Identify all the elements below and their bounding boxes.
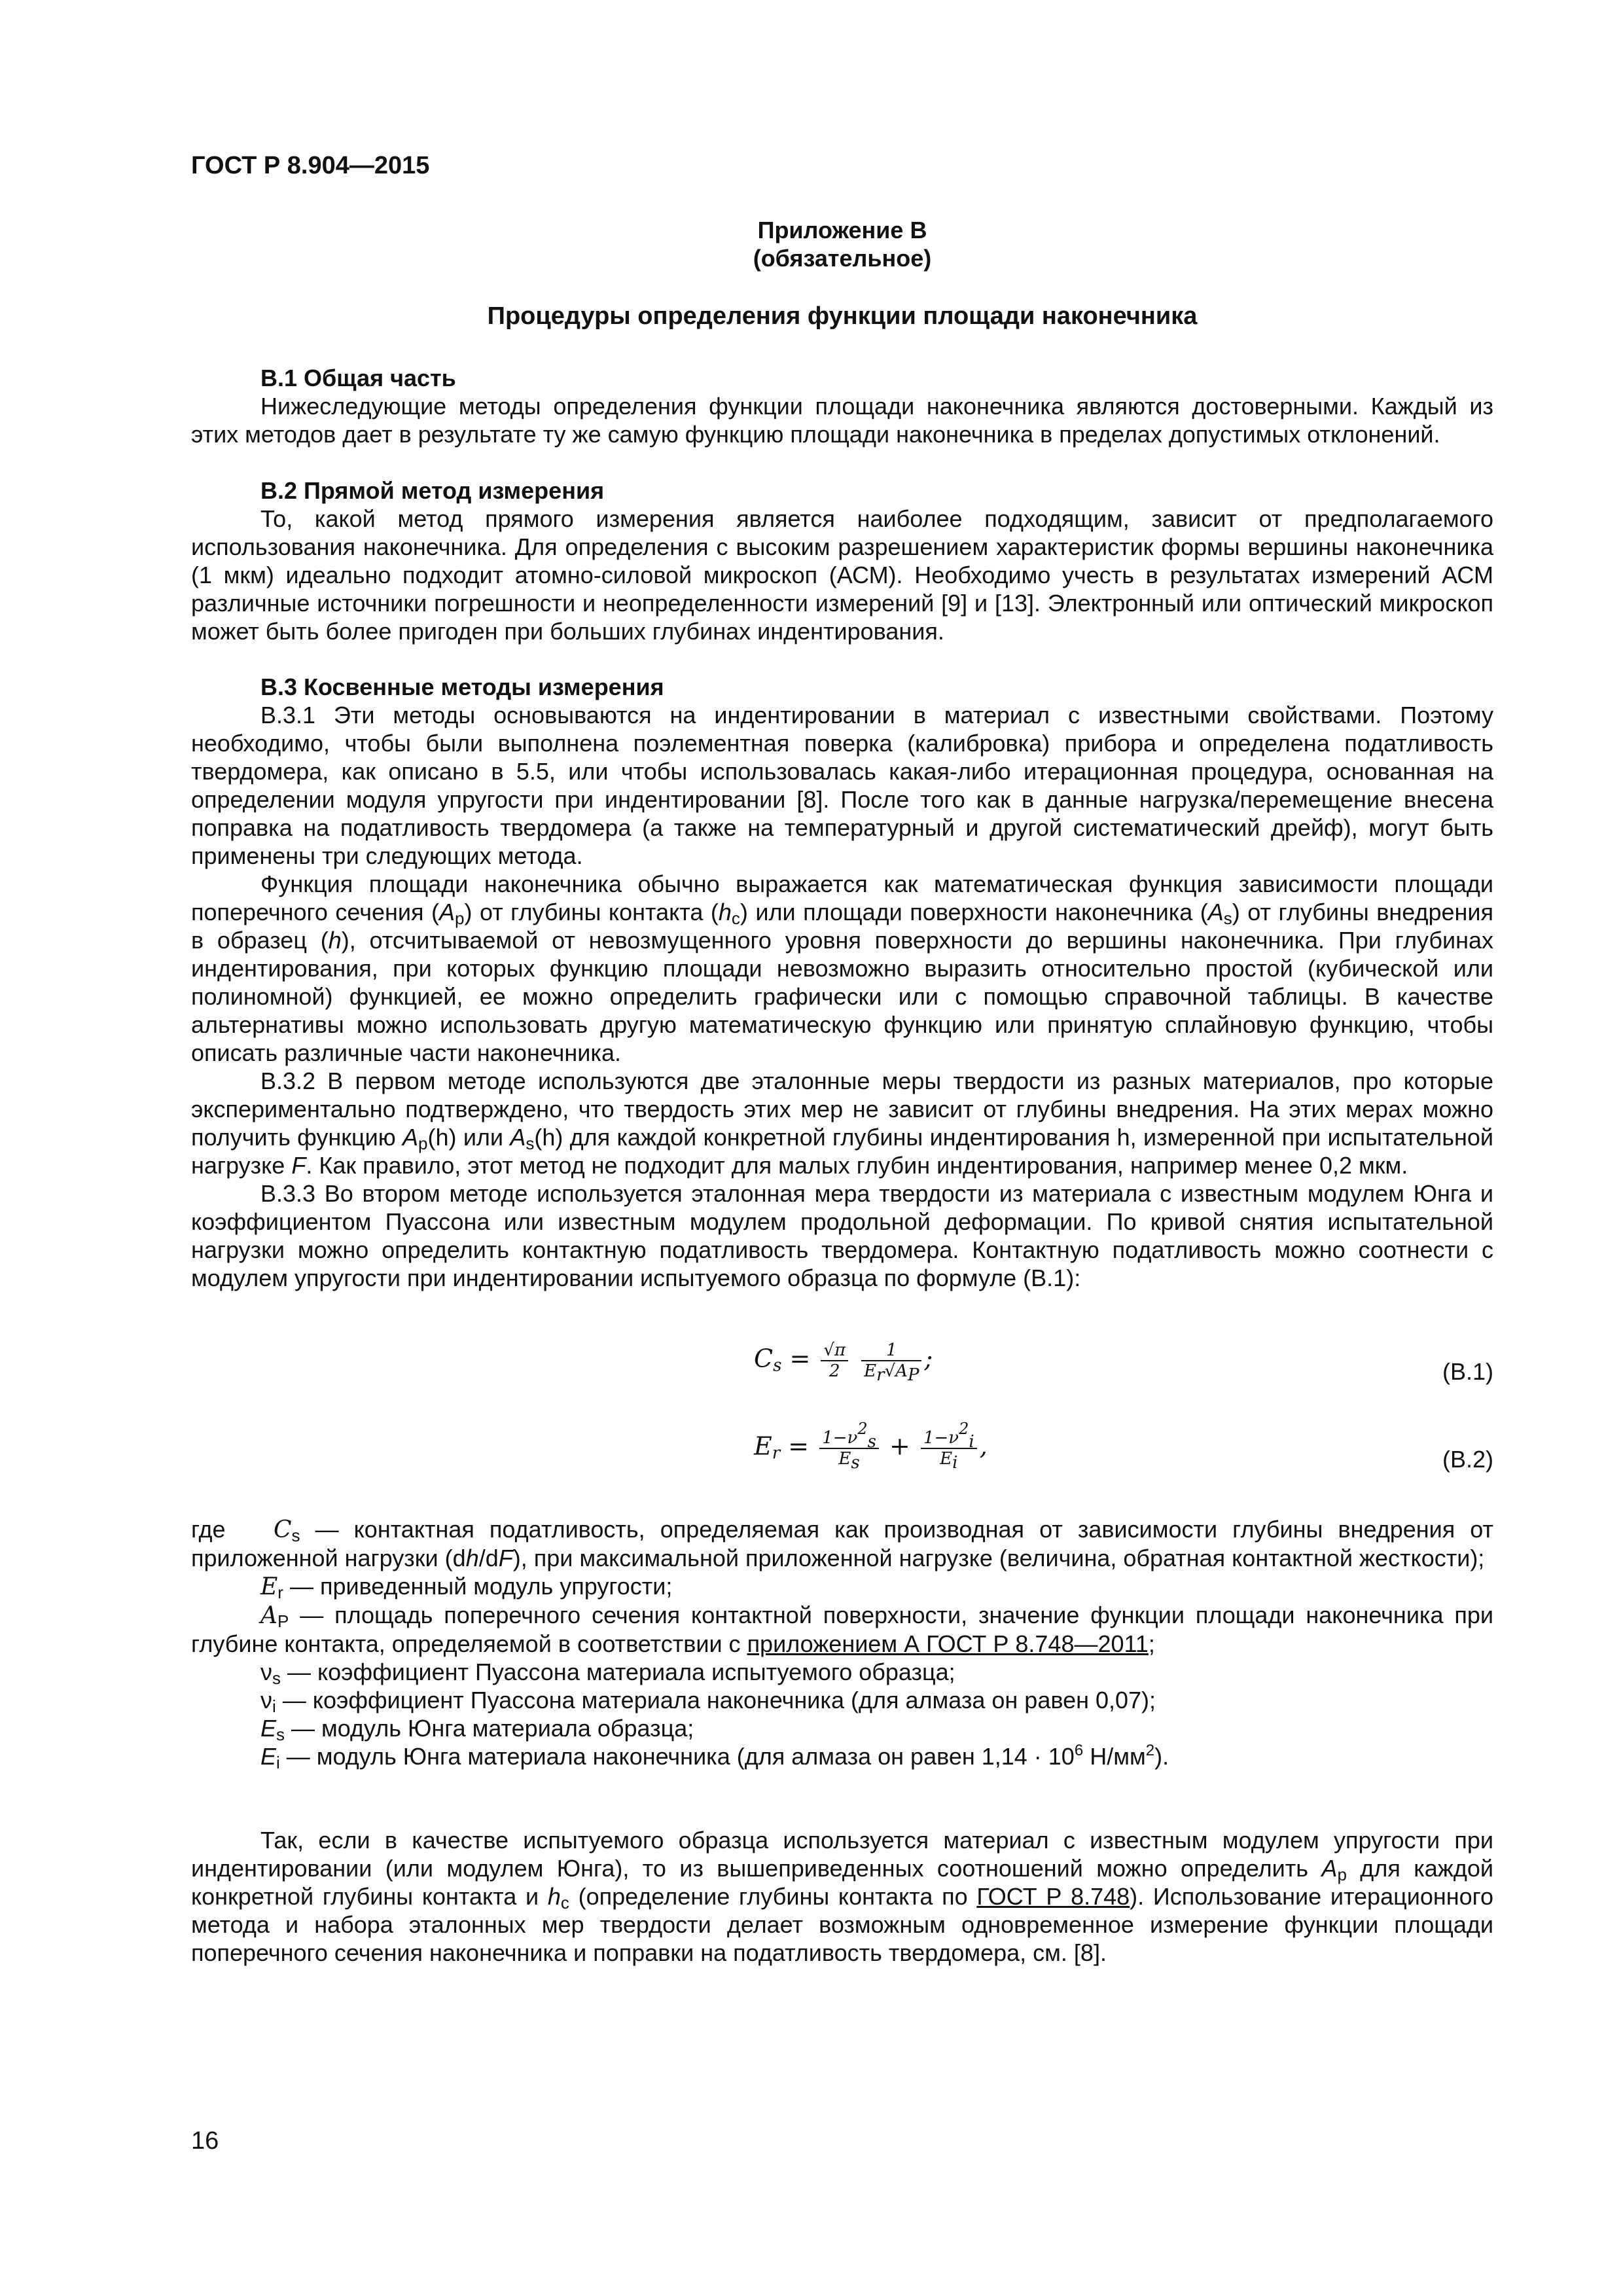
- annex-status: (обязательное): [753, 245, 932, 272]
- definition-vi: $\nu_i$ — коэффициент Пуассона материала наконечника (для алмаза он равен 0,07);: [260, 1687, 1156, 1716]
- gost-8748-annex-link[interactable]: приложением А ГОСТ Р 8.748—2011: [747, 1630, 1149, 1657]
- closing-section: [191, 1826, 1493, 1967]
- paragraph-b31: В.3.1 Эти методы основываются на индентировании в материал с известными свойствами. Поэтому необходимо, чтобы были выполнена поэлементная поверка (калибровка) прибора и определена податливость твердомера, как описано в 5.5, или чтобы использовалась какая-либо итерационная процедура, основанная на определении модуля упругости при индентировании [8]. После того как в данные нагрузка/перемещение внесена поправка на податливость твердомера (а также на температурный и другой систематический дрейф), могут быть применены три следующих метода.: [191, 702, 1493, 869]
- page-number: 16: [191, 2127, 219, 2155]
- formula-b2-number: (В.2): [1442, 1446, 1493, 1473]
- section-heading: В.2 Прямой метод измерения: [260, 477, 605, 504]
- formula-b1-number: (В.1): [1442, 1358, 1493, 1385]
- formula-b2: [191, 1420, 1493, 1500]
- paragraph-area-function: Функция площади наконечника обычно выражается как математическая функция зависимости площади поперечного сечения $(A_p)$ от глубины контакта $(h_c)$ или площади поверхности наконечника $(A_s)$ от глубины внедрения в образец (h), отсчитываемой от невозмущенного уровня поверхности до вершины наконечника. При глубинах индентирования, при которых функцию площади невозможно выразить относительно простой (кубической или полиномной) функцией, ее можно определить графически или с помощью справочной таблицы. В качестве альтернативы можно использовать другую математическую функцию или принятую сплайновую функцию, чтобы описать различные части наконечника.: [191, 870, 1494, 1066]
- section-heading: В.1 Общая часть: [260, 365, 456, 391]
- formula-b1: [191, 1340, 1493, 1412]
- closing-paragraph: Так, если в качестве испытуемого образца используется материал с известным модулем упругости при индентировании (или модулем Юнга), то из вышеприведенных соотношений можно определить $A_p$ для каждой конкретной глубины контакта и $h_c$ (определение глубины контакта по ГОСТ Р 8.748). Использование итерационного метода и набора эталонных мер твердости делает возможным одновременное измерение функции площади поперечного сечения наконечника и поправки на податливость твердомера, см. [8].: [191, 1827, 1493, 1966]
- definition-vs: $\nu_s$ — коэффициент Пуассона материала испытуемого образца;: [260, 1659, 955, 1688]
- annex-label: Приложение В: [757, 217, 927, 243]
- definition-es: $E_s$ — модуль Юнга материала образца;: [260, 1715, 694, 1744]
- standard-code: ГОСТ Р 8.904—2015: [191, 152, 430, 179]
- definition-cs: где $C_s$ — контактная податливость, определяемая как производная от зависимости глубины внедрения от приложенной нагрузки (dh/dF), при максимальной приложенной нагрузке (величина, обратная контактной жесткости);: [191, 1516, 1493, 1571]
- paragraph: То, какой метод прямого измерения является наиболее подходящим, зависит от предполагаемого использования наконечника. Для определения с высоким разрешением характеристик формы вершины наконечника (1 мкм) идеально подходит атомно-силовой микроскоп (АСМ). Необходимо учесть в результатах измерений АСМ различные источники погрешности и неопределенности измерений [9] и [13]. Электронный или оптический микроскоп может быть более пригоден при больших глубинах индентирования.: [191, 505, 1493, 645]
- section-b1: [191, 364, 1493, 448]
- paragraph: Нижеследующие методы определения функции площади наконечника являются достоверными. Каждый из этих методов дает в результате ту же самую функцию площади наконечника в пределах допустимых отклонений.: [191, 393, 1493, 448]
- section-heading: В.3 Косвенные методы измерения: [260, 673, 664, 700]
- formula-b2-expression: $E_r$ = $\frac{1-\nu^2_s}{E_s}$ + $\frac{1-\nu^2_i}{E_i}$ ,: [754, 1420, 988, 1473]
- gost-8748-link[interactable]: ГОСТ Р 8.748: [976, 1883, 1130, 1910]
- definition-ap: $A_P$ — площадь поперечного сечения контактной поверхности, значение функции площади наконечника при глубине контакта, определяемой в соответствии с приложением А ГОСТ Р 8.748—2011;: [191, 1602, 1493, 1657]
- section-b3: [191, 673, 1493, 1292]
- definition-er: $E_r$ — приведенный модуль упругости;: [260, 1573, 673, 1602]
- paragraph-b33: В.3.3 Во втором методе используется эталонная мера твердости из материала с известным модулем Юнга и коэффициентом Пуассона или известным модулем продольной деформации. По кривой снятия испытательной нагрузки можно определить контактную податливость твердомера. Контактную податливость можно соотнести с модулем упругости при индентировании испытуемого образца по формуле (В.1):: [191, 1180, 1493, 1291]
- section-b2: [191, 476, 1493, 645]
- annex-title: Процедуры определения функции площади наконечника: [487, 302, 1198, 330]
- symbol-definitions: [191, 1515, 1493, 1770]
- definition-ei: $E_i$ — модуль Юнга материала наконечника (для алмаза он равен $1,14 \cdot 10^6$ $Н/мм^2$).: [260, 1742, 1169, 1772]
- paragraph-b32: В.3.2 В первом методе используются две эталонные меры твердости из разных материалов, про которые экспериментально подтверждено, что твердость этих мер не зависит от глубины внедрения. На этих мерах можно получить функцию $A_p(h)$ или $A_s(h)$ для каждой конкретной глубины индентирования h, измеренной при испытательной нагрузке F. Как правило, этот метод не подходит для малых глубин индентирования, например менее 0,2 мкм.: [191, 1067, 1494, 1179]
- formula-b1-expression: $C_s$ = $\frac{√\pi}{2}$ $\frac{1}{E_r√A_P}$ ;: [754, 1340, 933, 1385]
